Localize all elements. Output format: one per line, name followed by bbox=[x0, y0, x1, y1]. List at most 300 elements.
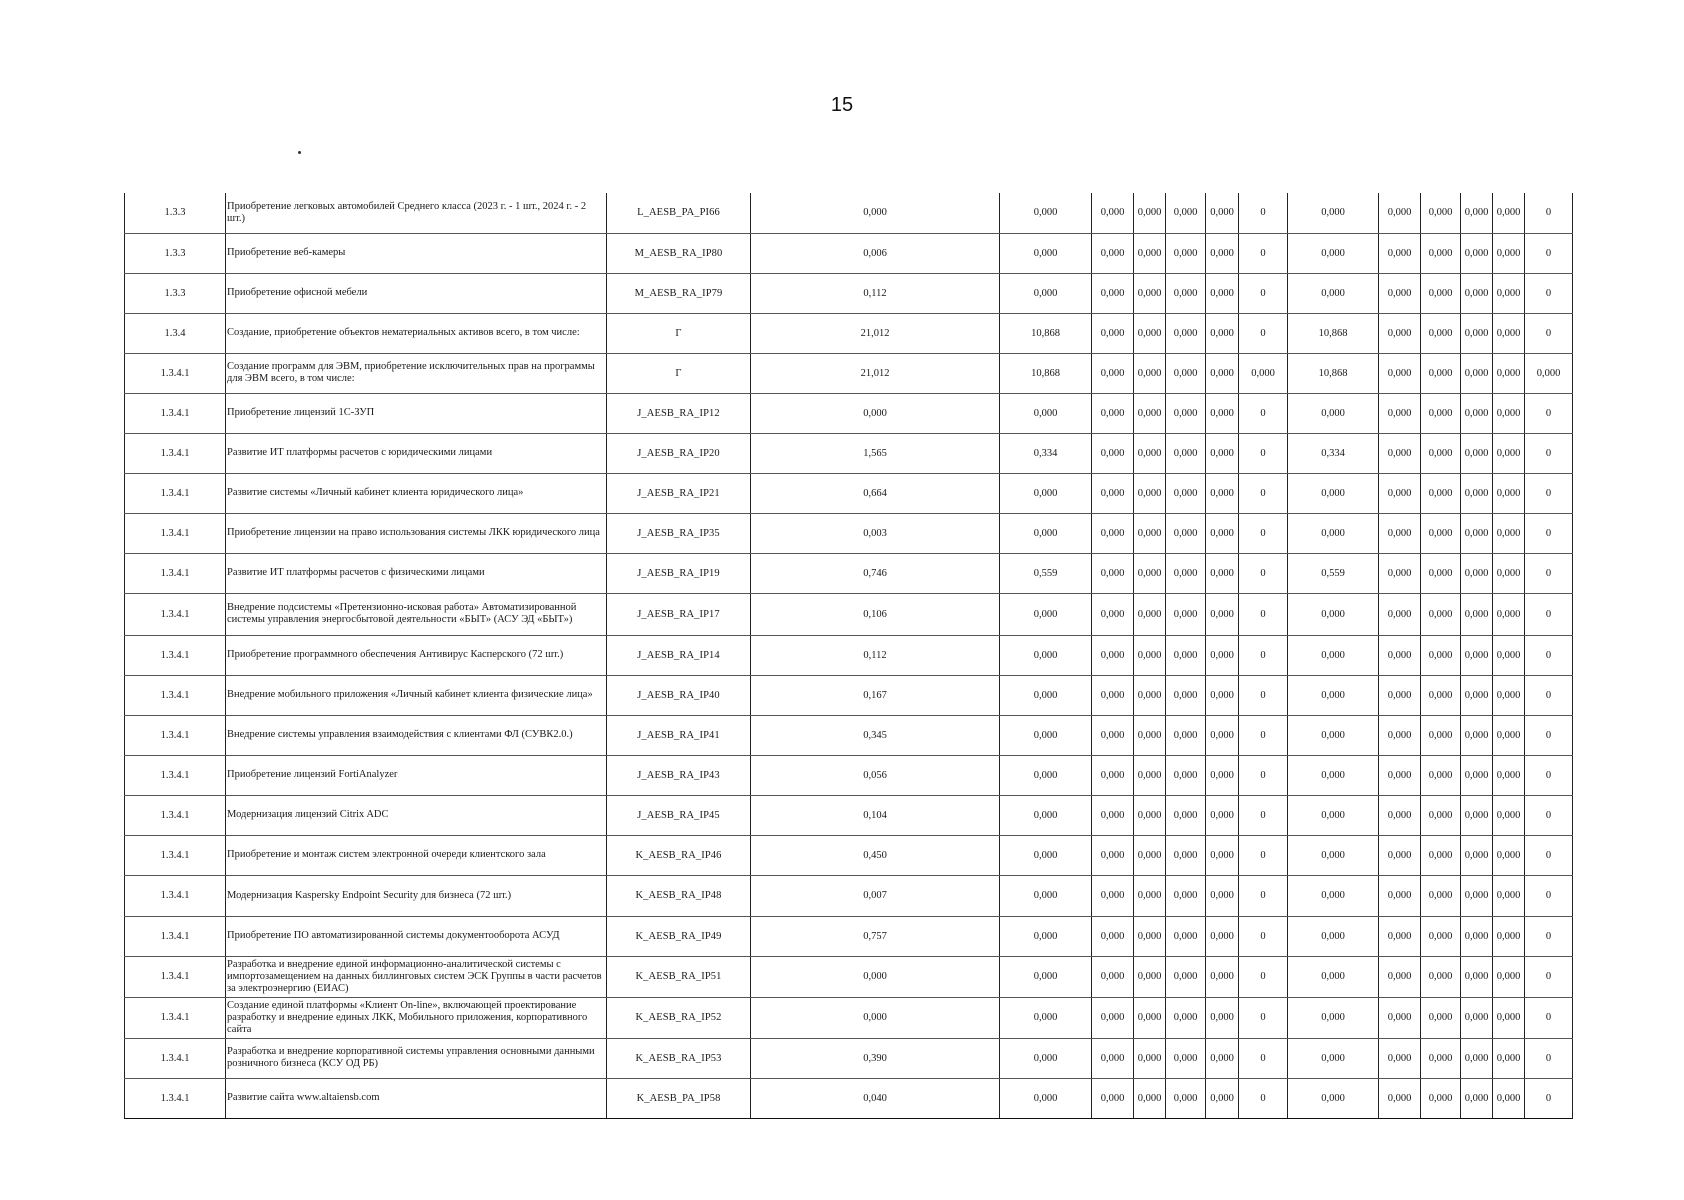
row-value-cell: 0,000 bbox=[1206, 916, 1239, 956]
row-value-cell: 0,000 bbox=[1493, 273, 1525, 313]
row-value-cell: 0,000 bbox=[1000, 193, 1092, 233]
row-value-cell: 0 bbox=[1239, 795, 1288, 835]
row-index-cell: 1.3.3 bbox=[125, 233, 226, 273]
row-value-cell: 0,000 bbox=[1166, 835, 1206, 875]
row-index-cell: 1.3.4.1 bbox=[125, 353, 226, 393]
row-value-cell: 0,000 bbox=[1206, 393, 1239, 433]
page-number: 15 bbox=[830, 94, 854, 116]
table-row bbox=[125, 835, 1573, 875]
row-value-cell: 0 bbox=[1239, 1038, 1288, 1078]
row-value-cell: 0,000 bbox=[1493, 193, 1525, 233]
row-index-cell: 1.3.4.1 bbox=[125, 715, 226, 755]
row-value-cell: 0,000 bbox=[1206, 1038, 1239, 1078]
row-value-cell: 0,559 bbox=[1288, 553, 1379, 593]
row-value-cell: 0,000 bbox=[1493, 715, 1525, 755]
row-value-cell: 0,000 bbox=[1000, 997, 1092, 1038]
row-value-cell: 0,000 bbox=[1166, 353, 1206, 393]
row-name-cell: Развитие ИТ платформы расчетов с юридическими лицами bbox=[226, 433, 607, 473]
row-value-cell: 0,334 bbox=[1288, 433, 1379, 473]
row-value-cell: 0,000 bbox=[1092, 353, 1134, 393]
row-value-cell: 0,000 bbox=[1000, 675, 1092, 715]
row-value-cell: 0,000 bbox=[1421, 353, 1461, 393]
row-index-cell: 1.3.4.1 bbox=[125, 795, 226, 835]
row-value-cell: 0,000 bbox=[1493, 513, 1525, 553]
row-value-cell: 0,000 bbox=[1000, 393, 1092, 433]
row-value-cell: 0,334 bbox=[1000, 433, 1092, 473]
row-value-cell: 0,000 bbox=[1134, 715, 1166, 755]
row-value-cell: 0,000 bbox=[1092, 553, 1134, 593]
row-value-cell: 0 bbox=[1525, 715, 1573, 755]
row-code-cell: J_AESB_RA_IP40 bbox=[607, 675, 751, 715]
row-value-cell: 0,000 bbox=[1379, 393, 1421, 433]
row-value-cell: 0,000 bbox=[1166, 916, 1206, 956]
row-value-cell: 0,000 bbox=[1493, 593, 1525, 635]
row-value-cell: 0,000 bbox=[1000, 513, 1092, 553]
row-value-cell: 0 bbox=[1525, 755, 1573, 795]
row-name-cell: Приобретение веб-камеры bbox=[226, 233, 607, 273]
table-row bbox=[125, 956, 1573, 997]
row-value-cell: 10,868 bbox=[1288, 353, 1379, 393]
row-code-cell: J_AESB_RA_IP41 bbox=[607, 715, 751, 755]
row-value-cell: 0,000 bbox=[1379, 795, 1421, 835]
row-value-cell: 0,000 bbox=[1493, 433, 1525, 473]
row-value-cell: 0,000 bbox=[1493, 313, 1525, 353]
row-value-cell: 0 bbox=[1239, 233, 1288, 273]
row-value-cell: 0,000 bbox=[1000, 1038, 1092, 1078]
row-value-cell: 0,000 bbox=[1134, 553, 1166, 593]
row-total-cell: 0,000 bbox=[751, 997, 1000, 1038]
row-value-cell: 0,000 bbox=[1206, 835, 1239, 875]
row-value-cell: 0,000 bbox=[1000, 755, 1092, 795]
table-row bbox=[125, 353, 1573, 393]
row-index-cell: 1.3.4.1 bbox=[125, 675, 226, 715]
row-value-cell: 0,000 bbox=[1493, 916, 1525, 956]
row-value-cell: 0,000 bbox=[1379, 593, 1421, 635]
row-value-cell: 0,000 bbox=[1461, 795, 1493, 835]
row-name-cell: Разработка и внедрение корпоративной системы управления основными данными розничного бизнеса (КСУ ОД РБ) bbox=[226, 1038, 607, 1078]
row-value-cell: 0,000 bbox=[1206, 233, 1239, 273]
row-value-cell: 0,000 bbox=[1461, 635, 1493, 675]
row-name-cell: Приобретение легковых автомобилей Среднего класса (2023 г. - 1 шт., 2024 г. - 2 шт.) bbox=[226, 193, 607, 233]
row-value-cell: 0,000 bbox=[1421, 1038, 1461, 1078]
row-value-cell: 0,000 bbox=[1206, 795, 1239, 835]
row-value-cell: 0 bbox=[1525, 997, 1573, 1038]
row-value-cell: 0 bbox=[1239, 1078, 1288, 1118]
row-value-cell: 0 bbox=[1239, 433, 1288, 473]
row-name-cell: Внедрение системы управления взаимодействия с клиентами ФЛ (СУВК2.0.) bbox=[226, 715, 607, 755]
table-row bbox=[125, 593, 1573, 635]
row-value-cell: 0,000 bbox=[1134, 795, 1166, 835]
row-value-cell: 0,000 bbox=[1166, 313, 1206, 353]
row-value-cell: 0,000 bbox=[1206, 997, 1239, 1038]
row-value-cell: 0,000 bbox=[1134, 875, 1166, 916]
row-value-cell: 0,000 bbox=[1493, 353, 1525, 393]
row-total-cell: 0,664 bbox=[751, 473, 1000, 513]
row-value-cell: 0,000 bbox=[1461, 233, 1493, 273]
row-value-cell: 0,000 bbox=[1206, 353, 1239, 393]
row-value-cell: 0,000 bbox=[1461, 473, 1493, 513]
row-value-cell: 0,000 bbox=[1493, 635, 1525, 675]
row-value-cell: 0,000 bbox=[1461, 433, 1493, 473]
row-value-cell: 0,000 bbox=[1166, 193, 1206, 233]
row-code-cell: K_AESB_RA_IP52 bbox=[607, 997, 751, 1038]
row-value-cell: 0,000 bbox=[1493, 675, 1525, 715]
row-value-cell: 0,000 bbox=[1288, 956, 1379, 997]
row-value-cell: 0,000 bbox=[1379, 193, 1421, 233]
table-row bbox=[125, 916, 1573, 956]
row-value-cell: 0,000 bbox=[1421, 433, 1461, 473]
table-row bbox=[125, 513, 1573, 553]
row-code-cell: Г bbox=[607, 313, 751, 353]
row-value-cell: 0,000 bbox=[1206, 1078, 1239, 1118]
row-value-cell: 0,000 bbox=[1461, 956, 1493, 997]
row-code-cell: J_AESB_RA_IP20 bbox=[607, 433, 751, 473]
row-value-cell: 0,000 bbox=[1134, 997, 1166, 1038]
table-row bbox=[125, 675, 1573, 715]
row-value-cell: 0,000 bbox=[1461, 875, 1493, 916]
row-value-cell: 0,000 bbox=[1288, 635, 1379, 675]
row-value-cell: 0,000 bbox=[1493, 755, 1525, 795]
row-value-cell: 0,000 bbox=[1134, 956, 1166, 997]
row-index-cell: 1.3.4.1 bbox=[125, 635, 226, 675]
row-value-cell: 0,000 bbox=[1493, 875, 1525, 916]
row-value-cell: 0,000 bbox=[1461, 835, 1493, 875]
row-total-cell: 0,006 bbox=[751, 233, 1000, 273]
row-value-cell: 0,000 bbox=[1421, 513, 1461, 553]
row-value-cell: 0,000 bbox=[1166, 635, 1206, 675]
row-total-cell: 0,390 bbox=[751, 1038, 1000, 1078]
investment-table bbox=[124, 193, 1573, 1119]
table-row bbox=[125, 553, 1573, 593]
row-value-cell: 0,000 bbox=[1166, 1078, 1206, 1118]
row-value-cell: 0,000 bbox=[1421, 393, 1461, 433]
row-index-cell: 1.3.4.1 bbox=[125, 956, 226, 997]
row-name-cell: Развитие ИТ платформы расчетов с физическими лицами bbox=[226, 553, 607, 593]
row-value-cell: 0,000 bbox=[1379, 675, 1421, 715]
row-value-cell: 0,000 bbox=[1206, 273, 1239, 313]
row-total-cell: 0,167 bbox=[751, 675, 1000, 715]
row-value-cell: 0 bbox=[1525, 675, 1573, 715]
row-name-cell: Приобретение лицензий 1С-ЗУП bbox=[226, 393, 607, 433]
row-value-cell: 0,000 bbox=[1134, 393, 1166, 433]
row-value-cell: 0,000 bbox=[1000, 1078, 1092, 1118]
row-code-cell: J_AESB_RA_IP43 bbox=[607, 755, 751, 795]
row-index-cell: 1.3.4.1 bbox=[125, 433, 226, 473]
row-name-cell: Создание единой платформы «Клиент On-line», включающей проектирование разработку и внедрение единых ЛКК, Мобильного приложения, корпоративного сайта bbox=[226, 997, 607, 1038]
row-value-cell: 0,000 bbox=[1493, 1078, 1525, 1118]
row-value-cell: 0,000 bbox=[1379, 835, 1421, 875]
row-value-cell: 0,000 bbox=[1134, 593, 1166, 635]
row-value-cell: 0,000 bbox=[1206, 593, 1239, 635]
row-value-cell: 0,000 bbox=[1166, 675, 1206, 715]
row-value-cell: 0,000 bbox=[1206, 313, 1239, 353]
row-value-cell: 0,000 bbox=[1461, 393, 1493, 433]
row-value-cell: 0,000 bbox=[1461, 593, 1493, 635]
row-name-cell: Внедрение подсистемы «Претензионно-исковая работа» Автоматизированной системы управления энергосбытовой деятельности «БЫТ» (АСУ ЭД «БЫТ») bbox=[226, 593, 607, 635]
row-value-cell: 0,000 bbox=[1092, 1078, 1134, 1118]
row-value-cell: 0,000 bbox=[1288, 273, 1379, 313]
row-value-cell: 0,000 bbox=[1000, 473, 1092, 513]
row-index-cell: 1.3.4.1 bbox=[125, 875, 226, 916]
scan-speck bbox=[298, 151, 301, 154]
row-value-cell: 0,000 bbox=[1379, 875, 1421, 916]
row-value-cell: 0,000 bbox=[1134, 233, 1166, 273]
row-value-cell: 0,000 bbox=[1421, 755, 1461, 795]
row-value-cell: 0,000 bbox=[1206, 956, 1239, 997]
row-total-cell: 21,012 bbox=[751, 313, 1000, 353]
row-value-cell: 0 bbox=[1239, 553, 1288, 593]
table-row bbox=[125, 313, 1573, 353]
row-name-cell: Приобретение и монтаж систем электронной очереди клиентского зала bbox=[226, 835, 607, 875]
row-value-cell: 0 bbox=[1239, 473, 1288, 513]
row-value-cell: 0,000 bbox=[1421, 313, 1461, 353]
row-value-cell: 0,000 bbox=[1379, 755, 1421, 795]
row-value-cell: 0,000 bbox=[1000, 875, 1092, 916]
row-name-cell: Модернизация лицензий Citrix ADC bbox=[226, 795, 607, 835]
row-value-cell: 0 bbox=[1525, 875, 1573, 916]
row-value-cell: 0,000 bbox=[1421, 916, 1461, 956]
row-value-cell: 0,000 bbox=[1134, 675, 1166, 715]
row-total-cell: 0,757 bbox=[751, 916, 1000, 956]
row-value-cell: 0 bbox=[1525, 795, 1573, 835]
row-name-cell: Создание, приобретение объектов нематериальных активов всего, в том числе: bbox=[226, 313, 607, 353]
table-row bbox=[125, 875, 1573, 916]
row-value-cell: 0 bbox=[1239, 193, 1288, 233]
row-value-cell: 0,000 bbox=[1288, 233, 1379, 273]
row-value-cell: 0,000 bbox=[1092, 433, 1134, 473]
row-value-cell: 0,000 bbox=[1461, 997, 1493, 1038]
row-value-cell: 0,000 bbox=[1379, 715, 1421, 755]
row-value-cell: 0,000 bbox=[1421, 875, 1461, 916]
row-code-cell: J_AESB_RA_IP19 bbox=[607, 553, 751, 593]
row-value-cell: 0,000 bbox=[1166, 553, 1206, 593]
row-value-cell: 0,000 bbox=[1000, 916, 1092, 956]
row-value-cell: 0,000 bbox=[1288, 675, 1379, 715]
row-value-cell: 0,000 bbox=[1000, 273, 1092, 313]
row-total-cell: 0,007 bbox=[751, 875, 1000, 916]
row-value-cell: 0 bbox=[1525, 593, 1573, 635]
row-value-cell: 0,000 bbox=[1092, 956, 1134, 997]
row-value-cell: 0,000 bbox=[1379, 353, 1421, 393]
row-value-cell: 0,000 bbox=[1000, 635, 1092, 675]
row-value-cell: 0,000 bbox=[1134, 273, 1166, 313]
row-value-cell: 0 bbox=[1525, 433, 1573, 473]
row-value-cell: 0,000 bbox=[1379, 553, 1421, 593]
row-value-cell: 0,000 bbox=[1288, 473, 1379, 513]
row-total-cell: 0,106 bbox=[751, 593, 1000, 635]
row-value-cell: 0,000 bbox=[1166, 393, 1206, 433]
row-value-cell: 0 bbox=[1239, 835, 1288, 875]
row-value-cell: 0 bbox=[1239, 997, 1288, 1038]
row-value-cell: 0,000 bbox=[1379, 433, 1421, 473]
row-value-cell: 0,000 bbox=[1206, 875, 1239, 916]
row-value-cell: 0 bbox=[1239, 393, 1288, 433]
row-value-cell: 0 bbox=[1525, 473, 1573, 513]
row-index-cell: 1.3.3 bbox=[125, 273, 226, 313]
row-value-cell: 10,868 bbox=[1288, 313, 1379, 353]
row-code-cell: K_AESB_RA_IP49 bbox=[607, 916, 751, 956]
row-code-cell: Г bbox=[607, 353, 751, 393]
row-value-cell: 0,000 bbox=[1239, 353, 1288, 393]
row-total-cell: 0,056 bbox=[751, 755, 1000, 795]
row-total-cell: 0,000 bbox=[751, 956, 1000, 997]
row-total-cell: 0,003 bbox=[751, 513, 1000, 553]
row-value-cell: 0,000 bbox=[1493, 835, 1525, 875]
row-value-cell: 0,559 bbox=[1000, 553, 1092, 593]
row-value-cell: 0,000 bbox=[1288, 755, 1379, 795]
row-index-cell: 1.3.4.1 bbox=[125, 916, 226, 956]
row-value-cell: 0,000 bbox=[1379, 1078, 1421, 1118]
row-name-cell: Приобретение программного обеспечения Антивирус Касперского (72 шт.) bbox=[226, 635, 607, 675]
row-value-cell: 10,868 bbox=[1000, 353, 1092, 393]
row-value-cell: 0,000 bbox=[1092, 835, 1134, 875]
row-value-cell: 0,000 bbox=[1206, 635, 1239, 675]
row-value-cell: 0,000 bbox=[1288, 513, 1379, 553]
row-index-cell: 1.3.4 bbox=[125, 313, 226, 353]
row-value-cell: 0,000 bbox=[1421, 593, 1461, 635]
table-row bbox=[125, 1078, 1573, 1118]
table-row bbox=[125, 755, 1573, 795]
row-value-cell: 0,000 bbox=[1525, 353, 1573, 393]
table-row bbox=[125, 233, 1573, 273]
table-row bbox=[125, 795, 1573, 835]
row-value-cell: 0,000 bbox=[1134, 635, 1166, 675]
row-value-cell: 0,000 bbox=[1461, 193, 1493, 233]
row-value-cell: 0,000 bbox=[1288, 875, 1379, 916]
row-code-cell: J_AESB_RA_IP17 bbox=[607, 593, 751, 635]
row-name-cell: Внедрение мобильного приложения «Личный кабинет клиента физические лица» bbox=[226, 675, 607, 715]
row-value-cell: 0,000 bbox=[1493, 473, 1525, 513]
row-index-cell: 1.3.4.1 bbox=[125, 473, 226, 513]
row-name-cell: Разработка и внедрение единой информационно-аналитической системы с импортозамещением на данных биллинговых систем ЭСК Группы в части расчетов за электроэнергию (ЕИАС) bbox=[226, 956, 607, 997]
row-value-cell: 0,000 bbox=[1092, 715, 1134, 755]
row-value-cell: 0,000 bbox=[1493, 795, 1525, 835]
row-value-cell: 0,000 bbox=[1092, 273, 1134, 313]
row-value-cell: 0,000 bbox=[1379, 313, 1421, 353]
row-value-cell: 0,000 bbox=[1379, 956, 1421, 997]
row-value-cell: 0,000 bbox=[1134, 513, 1166, 553]
row-index-cell: 1.3.4.1 bbox=[125, 513, 226, 553]
row-value-cell: 0,000 bbox=[1092, 313, 1134, 353]
row-total-cell: 0,345 bbox=[751, 715, 1000, 755]
row-value-cell: 0,000 bbox=[1134, 835, 1166, 875]
row-index-cell: 1.3.4.1 bbox=[125, 835, 226, 875]
row-value-cell: 0,000 bbox=[1493, 997, 1525, 1038]
row-value-cell: 0,000 bbox=[1092, 675, 1134, 715]
row-value-cell: 0,000 bbox=[1166, 755, 1206, 795]
row-value-cell: 0,000 bbox=[1288, 593, 1379, 635]
row-value-cell: 0,000 bbox=[1166, 715, 1206, 755]
row-value-cell: 0,000 bbox=[1206, 513, 1239, 553]
table-row bbox=[125, 393, 1573, 433]
row-index-cell: 1.3.4.1 bbox=[125, 593, 226, 635]
row-value-cell: 0 bbox=[1525, 233, 1573, 273]
row-value-cell: 0 bbox=[1239, 715, 1288, 755]
row-value-cell: 0,000 bbox=[1166, 795, 1206, 835]
row-value-cell: 0,000 bbox=[1288, 715, 1379, 755]
row-value-cell: 0 bbox=[1239, 875, 1288, 916]
row-value-cell: 0,000 bbox=[1134, 1038, 1166, 1078]
row-total-cell: 0,450 bbox=[751, 835, 1000, 875]
row-index-cell: 1.3.3 bbox=[125, 193, 226, 233]
row-value-cell: 0,000 bbox=[1166, 273, 1206, 313]
row-code-cell: K_AESB_RA_IP51 bbox=[607, 956, 751, 997]
row-value-cell: 0 bbox=[1239, 675, 1288, 715]
row-name-cell: Приобретение лицензий FortiAnalyzer bbox=[226, 755, 607, 795]
row-value-cell: 0,000 bbox=[1461, 273, 1493, 313]
row-value-cell: 0,000 bbox=[1493, 956, 1525, 997]
table-row bbox=[125, 273, 1573, 313]
row-value-cell: 0,000 bbox=[1092, 755, 1134, 795]
row-value-cell: 0 bbox=[1525, 916, 1573, 956]
row-value-cell: 0,000 bbox=[1134, 916, 1166, 956]
row-value-cell: 0,000 bbox=[1206, 553, 1239, 593]
row-value-cell: 0 bbox=[1239, 513, 1288, 553]
row-code-cell: K_AESB_PA_IP58 bbox=[607, 1078, 751, 1118]
row-value-cell: 0,000 bbox=[1092, 997, 1134, 1038]
row-index-cell: 1.3.4.1 bbox=[125, 393, 226, 433]
row-value-cell: 0,000 bbox=[1092, 193, 1134, 233]
row-value-cell: 0 bbox=[1239, 916, 1288, 956]
row-value-cell: 0,000 bbox=[1288, 393, 1379, 433]
row-value-cell: 10,868 bbox=[1000, 313, 1092, 353]
row-value-cell: 0,000 bbox=[1206, 473, 1239, 513]
row-value-cell: 0 bbox=[1239, 635, 1288, 675]
row-value-cell: 0,000 bbox=[1421, 835, 1461, 875]
row-value-cell: 0,000 bbox=[1379, 233, 1421, 273]
row-code-cell: J_AESB_RA_IP12 bbox=[607, 393, 751, 433]
row-value-cell: 0,000 bbox=[1421, 273, 1461, 313]
table-row bbox=[125, 997, 1573, 1038]
row-total-cell: 0,112 bbox=[751, 635, 1000, 675]
row-total-cell: 1,565 bbox=[751, 433, 1000, 473]
row-value-cell: 0,000 bbox=[1134, 433, 1166, 473]
row-value-cell: 0,000 bbox=[1092, 473, 1134, 513]
row-value-cell: 0 bbox=[1525, 273, 1573, 313]
row-value-cell: 0,000 bbox=[1421, 997, 1461, 1038]
row-value-cell: 0,000 bbox=[1134, 313, 1166, 353]
row-value-cell: 0,000 bbox=[1421, 795, 1461, 835]
row-value-cell: 0,000 bbox=[1288, 795, 1379, 835]
row-index-cell: 1.3.4.1 bbox=[125, 755, 226, 795]
row-value-cell: 0,000 bbox=[1092, 635, 1134, 675]
row-value-cell: 0,000 bbox=[1166, 473, 1206, 513]
row-value-cell: 0,000 bbox=[1421, 473, 1461, 513]
row-value-cell: 0,000 bbox=[1206, 433, 1239, 473]
row-name-cell: Развитие системы «Личный кабинет клиента юридического лица» bbox=[226, 473, 607, 513]
row-value-cell: 0,000 bbox=[1000, 795, 1092, 835]
row-name-cell: Модернизация Kaspersky Endpoint Security для бизнеса (72 шт.) bbox=[226, 875, 607, 916]
row-value-cell: 0,000 bbox=[1379, 916, 1421, 956]
row-value-cell: 0 bbox=[1525, 513, 1573, 553]
row-value-cell: 0,000 bbox=[1288, 1038, 1379, 1078]
row-value-cell: 0,000 bbox=[1421, 233, 1461, 273]
row-value-cell: 0,000 bbox=[1166, 233, 1206, 273]
row-value-cell: 0,000 bbox=[1092, 875, 1134, 916]
row-value-cell: 0,000 bbox=[1000, 593, 1092, 635]
row-value-cell: 0,000 bbox=[1166, 875, 1206, 916]
row-value-cell: 0 bbox=[1239, 593, 1288, 635]
row-code-cell: J_AESB_RA_IP35 bbox=[607, 513, 751, 553]
row-total-cell: 0,112 bbox=[751, 273, 1000, 313]
row-index-cell: 1.3.4.1 bbox=[125, 1038, 226, 1078]
row-value-cell: 0,000 bbox=[1461, 553, 1493, 593]
row-value-cell: 0,000 bbox=[1092, 393, 1134, 433]
row-total-cell: 0,000 bbox=[751, 393, 1000, 433]
row-value-cell: 0,000 bbox=[1461, 313, 1493, 353]
row-value-cell: 0,000 bbox=[1000, 233, 1092, 273]
row-value-cell: 0 bbox=[1239, 956, 1288, 997]
